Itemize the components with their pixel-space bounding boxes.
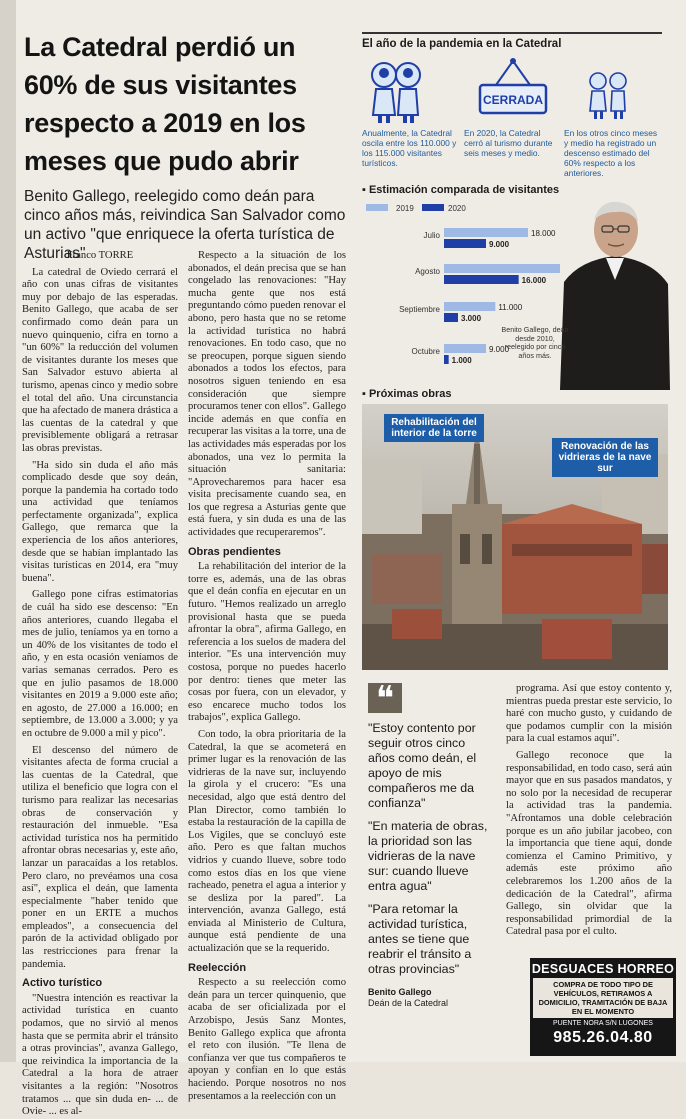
paragraph: La rehabilitación del interior de la torre es, además, una de las obras que el deán confía en ejecutar en un futuro. "Hemos realizado un arreglo provisional hasta que se pueda afrontar la obra", afirma Gallego, en referencia a los suelos de madera del interior. "Es una intervención muy costosa, porque no puedes hacerlo por dentro: tienes que meter las cosas por fuera, con un elevador, y eso encarece mucho todos los trabajos", explica Gallego. [188,561,346,724]
legend-swatch [422,204,444,211]
bar-2019 [444,264,570,273]
paragraph: "Ha sido sin duda el año más complicado desde que soy deán, porque la pandemia ha cortado todo una actividad que teníamos perfectamente organizada", explica Gallego, que remarca que la experiencia de los años anteriores, desde que se habían implantado las visitas turísticas en 2014, era "muy buena". [22,459,178,584]
advertisement [530,958,676,1056]
bar-2019 [444,302,495,311]
callout-tower: Rehabilitación del interior de la torre [384,414,484,442]
quote-role: Deán de la Catedral [368,998,449,1008]
value-label: 9.000 [489,240,510,249]
article-column-1 [22,250,178,1118]
subhead: Activo turístico [22,977,103,990]
infographic-icons [362,55,662,125]
closed-sign-icon [466,55,560,125]
visitors-small-icon [562,55,656,125]
quote-mark-icon: ❝ [368,683,402,713]
subtitle: Benito Gallego, reelegido como deán para cinco años más, reivindica San Salvador como un activo "que enriquece la oferta turística de Asturias" [24,188,346,262]
subhead: Reelección [188,961,247,974]
chart-title-text: Estimación comparada de visitantes [368,184,560,196]
cathedral-aerial-photo [362,404,668,670]
ad-heading: DESGUACES HORREO [531,962,675,976]
quote-signature [368,987,494,1009]
bar-2020 [444,239,486,248]
article-column-2 [188,250,346,1102]
ad-phone: 985.26.04.80 [553,1029,653,1046]
quote-author: Benito Gallego [368,987,432,997]
pull-quote: "Para retomar la actividad turística, antes se tiene que reabrir el tránsito a otras provincias" [368,902,472,976]
legend-label: 2020 [448,204,466,213]
visitors-icon [362,55,456,125]
paragraph: Respecto a la situación de los abonados, el deán precisa que se han congelado las renovaciones: "Hay mucha gente que nos está preguntando cómo pueden renovar el abono, pero hasta que no se retome la actividad turística no habrá renovaciones. En todo caso, que no se preocupen, porque siguen siendo abonados a todos los efectos, para nosotros siguen teniendo en esa consideración que siempre procuramos tener con ellos". Gallego incide además en que confía en recuperar las visitas a la torre, una de las actividades más esperadas por los abonados, una vez lo permita la situación sanitaria: "Aprovecharemos para hacer esa visita precisamente cuando sea, en los que regresa a Asturias gente que está fuera, y sin duda es una de las actividades que recuperaremos". [188,250,346,539]
category-label: Septiembre [399,305,440,314]
quote-column [368,683,494,1062]
category-label: Octubre [411,347,440,356]
pull-quote: "Estoy contento por seguir otros cinco años como deán, el apoyo de mis compañeros me da confianza" [368,721,477,810]
closed-sign-text: CERRADA [483,93,543,107]
bar-2020 [444,275,519,284]
ad-body: COMPRA DE TODO TIPO DE VEHÍCULOS, RETIRAMOS A DOMICILIO, TRAMITACIÓN DE BAJA EN EL MOMENTO [533,978,673,1018]
infographic-title: El año de la pandemia en la Catedral [362,32,662,50]
portrait-caption: Benito Gallego, deán desde 2010, reelegido por cinco años más. [501,325,569,360]
paragraph: Respecto a su reelección como deán para un tercer quinquenio, que acaba de ser oficializada por el Arzobispo, Jesús Sanz Montes, Benito Gallego explica que afronta el reto con ilusión. "Te llena de confianza ver que tus compañeros te apoyan y confían en lo que estás haciendo. Porque nosotros no nos presentamos a la reelección con un [188,977,346,1102]
bar-2020 [444,313,458,322]
paragraph: Gallego pone cifras estimatorias de cuál ha sido ese descenso: "En años anteriores, cuando llegaba el mes de julio, teníamos ya en torno a un 40% de los visitantes de todo el año, y en esta ocasión veníamos de varias semanas cerrados. Pero es que en julio pasamos de 18.000 visitantes en 2019 a 9.000 este año; en agosto, de 27.000 a 16.000; en septiembre, de 13.000 a 3.000; y ya en octubre de 9.000 a mil y pico". [22,589,178,739]
obras-title: ▪ Próximas obras [362,388,452,400]
value-label: 11.000 [498,303,523,312]
value-label: 18.000 [531,229,556,238]
info-text-closed: En 2020, la Catedral cerró al turismo durante seis meses y medio. [464,128,553,158]
info-text-annual: Anualmente, la Catedral oscila entre los 110.000 y los 115.000 visitantes turísticos. [362,128,457,168]
paragraph: programa. Así que estoy contento y, mientras pueda prestar este servicio, lo haré con mucho gusto, y cuidando de que podamos cumplir con la misión para la cual estamos aquí". [506,683,672,745]
paragraph: El descenso del número de visitantes afecta de forma crucial a las cuentas de la Catedral, que utiliza el beneficio que logra con el turismo para realizar las necesarias obras de conservación y restauración del inmueble. "Esa actividad turística nos ha permitido afrontar obras necesarias y, este año, lanzar un paracaídas a los retablos. Pero claro, no prevéamos una cosa así", explica el deán, que lamenta especialmente "haber tenido que poner en un ERTE a muchos empleados", a consecuencia del parón de la actividad obligado por las restricciones para frenar la pandemia. [22,744,178,970]
page-edge [0,0,16,1062]
paragraph: La catedral de Oviedo cerrará el año con unas cifras de visitantes muy por debajo de las esperadas. Benito Gallego, que acaba de ser confirmado como deán para un nuevo quinquenio, cifra en torno a "un 60%" la reducción del volumen de visitantes durante los meses que San Salvador estuvo abierta al turismo, apenas cinco y medio sobre el total del año. Una circunstancia que ha afectado de manera drástica a las cuentas de la catedral y que previsiblemente obligará a retrasar las obras previstas. [22,266,178,454]
obras-title-text: Próximas obras [368,388,452,400]
value-label: 9.000 [489,345,510,354]
pull-quote: "En materia de obras, la prioridad son las vidrieras de la nave sur: cuando llueve entra agua" [368,819,488,893]
legend-label: 2019 [396,204,414,213]
callout-windows: Renovación de las vidrieras de la nave sur [552,438,658,477]
bar-2019 [444,228,528,237]
value-label: 16.000 [521,276,547,285]
value-label: 3.000 [461,314,482,323]
dean-portrait [560,190,670,390]
article-column-3 [506,683,672,943]
headline: La Catedral perdió un 60% de sus visitantes respecto a 2019 en los meses que pudo abrir [24,32,306,176]
info-text-decline: En los otros cinco meses y medio ha registrado un descenso estimado del 60% respecto a los anteriores. [564,128,658,178]
ad-location: PUENTE NORA S/N LUGONES [553,1020,653,1027]
category-label: Julio [423,231,440,240]
bar-2019 [444,344,486,353]
paragraph: "Nuestra intención es reactivar la actividad turística en cuanto podamos, que no sirvió al menos hasta que se permita abrir el tránsito a otras provincias", avanza Gallego, que reivindica la importancia de la Catedral a la hora de atraer visitantes a la región: "Nosotros tratamos ... que sin duda en- ... de Ovie- ... es al- [22,992,178,1118]
paragraph: Gallego reconoce que la responsabilidad, en todo caso, será aún mayor que en sus pasados mandatos, y no solo por la necesidad de recuperar la actividad tras la pandemia. "Afrontamos una doble celebración porque es un año jubilar jacobeo, con la importancia que tiene aquí, donde comienza el Camino Primitivo, y además este próximo año celebraremos los 1.200 años de la dedicación de la Catedral", afirma Gallego, sin olvidar que la responsabilidad primordial de la Catedral pasa por el culto. [506,749,672,938]
byline: Franco TORRE [66,250,134,261]
category-label: Agosto [415,267,440,276]
chart-title: ▪ Estimación comparada de visitantes [362,184,560,196]
paragraph: Con todo, la obra prioritaria de la Catedral, la que se acometerá en primer lugar es la renovación de las vidrieras de la nave sur, incluyendo la girola y el crucero: "Es una necesidad, algo que está dentro del Plan Director, como también lo estaba la restauración de la capilla de Los Vigiles, que se concluyó este año. Pero es que faltan muchos vidrios y cuando llueve, sobre todo como estos días en los que viene racheado, penetra el agua a interior y se desliza por la pared". La intervención, avanza Gallego, está enviada al Ministerio de Cultura, aunque está pendiente de una actualización que se la requerido. [188,728,346,955]
legend-swatch [366,204,388,211]
subhead: Obras pendientes [188,545,281,558]
value-label: 1.000 [451,356,472,365]
bar-2020 [444,355,449,364]
